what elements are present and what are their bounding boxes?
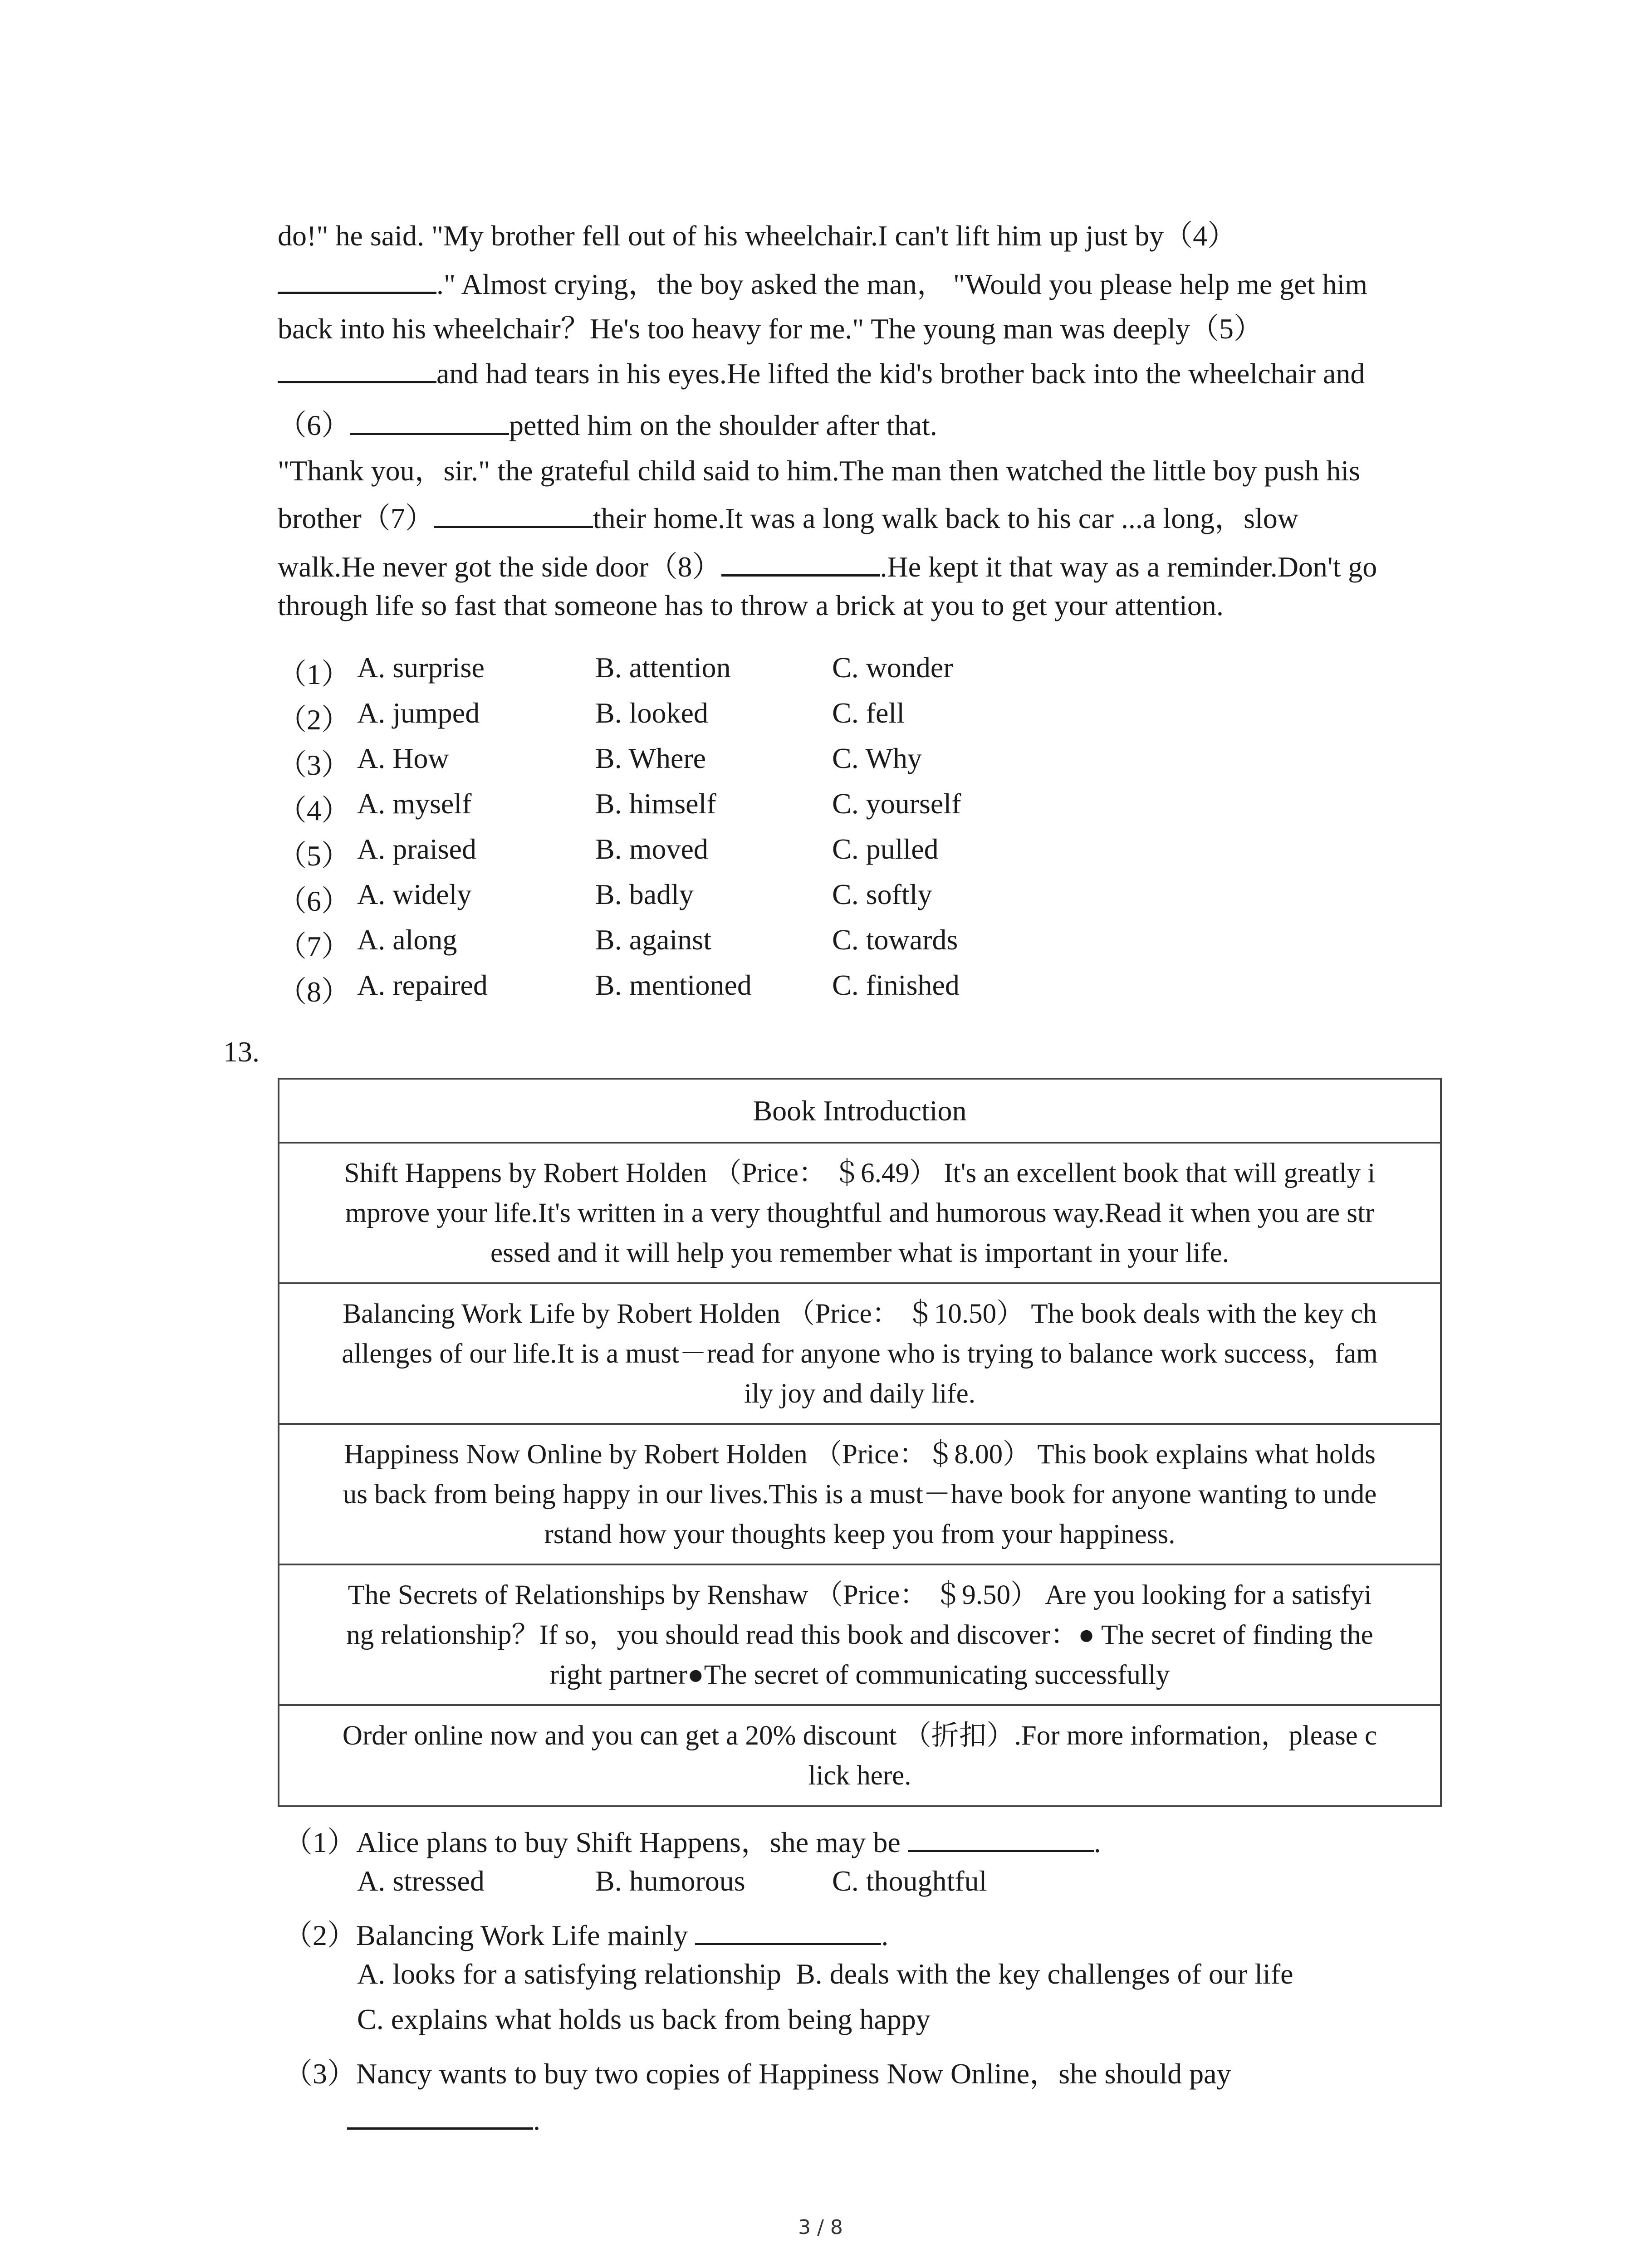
question-1-options [357,1864,1174,1905]
question-2-options-row-1 [357,1957,1293,1991]
answer-blank-5[interactable] [278,354,436,383]
option-c[interactable]: C. thoughtful [832,1865,987,1897]
option-c[interactable]: C. pulled [832,833,939,865]
option-c[interactable]: C. Why [832,742,922,774]
passage-line: （6） petted him on the shoulder after that. [278,402,937,444]
option-a[interactable]: A. repaired [357,969,488,1001]
page-number: 3 / 8 [798,2216,843,2239]
option-a[interactable]: A. along [357,924,457,956]
option-row-8: （8） A. repaired B. mentioned C. finished [278,969,960,1008]
option-c[interactable]: C. yourself [832,787,961,820]
option-a[interactable]: A. looks for a satisfying relationship [357,1958,781,1990]
passage-line: brother（7） their home.It was a long walk back to his car ...a long，slow [278,495,1298,537]
option-row-3: （3） A. How B. Where C. Why [278,742,922,781]
answer-blank-q2[interactable] [695,1916,881,1945]
option-b[interactable]: B. looked [595,697,708,729]
option-c[interactable]: C. finished [832,969,960,1001]
option-b[interactable]: B. himself [595,787,716,820]
option-row-7: （7） A. along B. against C. towards [278,924,958,963]
answer-blank-4[interactable] [278,264,436,294]
option-row-1: （1） A. surprise B. attention C. wonder [278,651,953,690]
passage-line: and had tears in his eyes.He lifted the kid's brother back into the wheelchair and [278,354,1365,391]
question-3-answer: . [347,2100,540,2137]
option-b[interactable]: B. moved [595,833,708,865]
option-row-2: （2） A. jumped B. looked C. fell [278,697,905,736]
option-a[interactable]: A. surprise [357,651,485,684]
table-row-happiness-now-online: Happiness Now Online by Robert Holden （Price：＄8.00） This book explains what holds us back from being happy in our lives.This is a must－have book for anyone wanting to unde rstand how your thoughts keep you from your happiness. [279,1423,1440,1564]
question-number: 13. [223,1036,260,1068]
option-b[interactable]: B. humorous [595,1865,745,1897]
option-b[interactable]: B. Where [595,742,706,774]
option-c[interactable]: C. explains what holds us back from being happy [357,2003,931,2035]
option-row-6: （6） A. widely B. badly C. softly [278,878,932,917]
option-b[interactable]: B. badly [595,878,694,910]
passage-line: walk.He never got the side door（8） .He kept it that way as a reminder.Don't go [278,543,1377,585]
passage-line: "Thank you，sir." the grateful child said to him.The man then watched the little boy push his [278,455,1360,487]
question-3: （3）Nancy wants to buy two copies of Happiness Now Online，she should pay [284,2058,1231,2090]
answer-blank-6[interactable] [350,406,509,435]
question-1: （1）Alice plans to buy Shift Happens，she may be . [284,1819,1101,1861]
answer-blank-q3[interactable] [347,2100,533,2130]
answer-blank-q1[interactable] [908,1823,1094,1852]
option-a[interactable]: A. stressed [357,1865,485,1897]
question-2: （2）Balancing Work Life mainly . [284,1912,888,1954]
answer-blank-8[interactable] [721,547,880,577]
table-row-balancing-work-life: Balancing Work Life by Robert Holden （Price： ＄10.50） The book deals with the key ch allenges of our life.It is a must－read for anyone who is trying to balance work success，fam ily joy and daily life. [279,1282,1440,1423]
option-c[interactable]: C. fell [832,697,905,729]
question-2-options-row-2 [357,2003,931,2036]
option-b[interactable]: B. attention [595,651,731,684]
option-b[interactable]: B. deals with the key challenges of our life [795,1958,1293,1990]
option-c[interactable]: C. softly [832,878,932,910]
click-here-link[interactable]: lick here. [808,1760,911,1791]
table-row-secrets-of-relationships: The Secrets of Relationships by Renshaw （Price： ＄9.50） Are you looking for a satisfyi ng relationship？If so，you should read this book and discover：● The secret of finding the right partner●The secret of communicating successfully [279,1564,1440,1704]
option-a[interactable]: A. How [357,742,449,774]
option-b[interactable]: B. against [595,924,711,956]
table-row-shift-happens: Shift Happens by Robert Holden （Price： ＄6.49） It's an excellent book that will greatly i mprove your life.It's written in a very thoughtful and humorous way.Read it when you are str essed and it will help you remember what is important in your life. [279,1142,1440,1282]
passage-line: do!" he said. "My brother fell out of his wheelchair.I can't lift him up just by（4） [278,220,1237,252]
option-c[interactable]: C. wonder [832,651,953,684]
passage-line: ." Almost crying，the boy asked the man， "Would you please help me get him [278,261,1367,303]
passage-line: through life so fast that someone has to throw a brick at you to get your attention. [278,589,1224,621]
option-c[interactable]: C. towards [832,924,958,956]
option-a[interactable]: A. praised [357,833,477,865]
option-b[interactable]: B. mentioned [595,969,752,1001]
option-a[interactable]: A. widely [357,878,472,910]
passage-line: back into his wheelchair？He's too heavy for me." The young man was deeply（5） [278,313,1263,345]
option-a[interactable]: A. myself [357,787,472,820]
option-a[interactable]: A. jumped [357,697,480,729]
table-row-order-online: Order online now and you can get a 20% discount （折扣）.For more information，please c lick here. [279,1704,1440,1805]
book-introduction-table [278,1078,1442,1807]
option-row-5: （5） A. praised B. moved C. pulled [278,833,939,872]
table-header: Book Introduction [753,1095,967,1127]
option-row-4: （4） A. myself B. himself C. yourself [278,787,961,826]
answer-blank-7[interactable] [434,499,593,528]
